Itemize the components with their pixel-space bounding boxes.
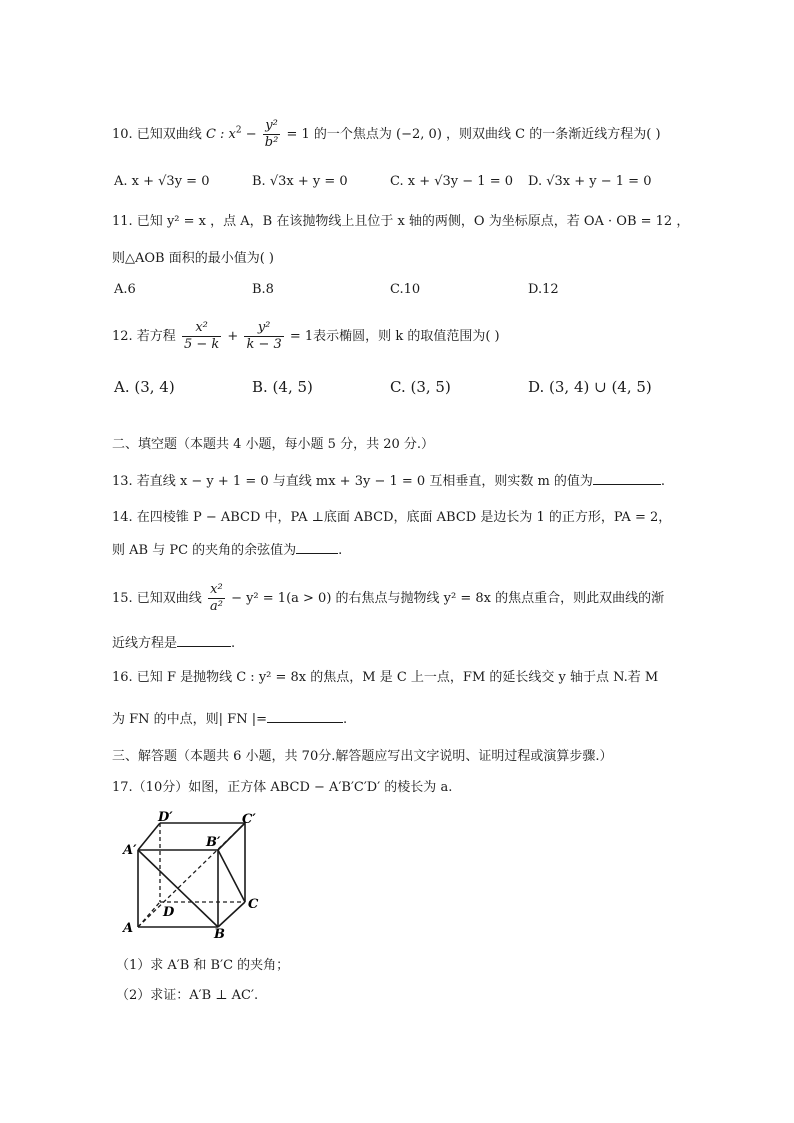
q10-stem: 10. 已知双曲线 C : $x^2$ − $\frac{\text{y²}}{\text{b²}}$ = 1 的一个焦点为 (−2, 0) ，则双曲线 C 的一条渐近线方程为( )	[112, 118, 661, 150]
label-D: D	[163, 905, 175, 920]
label-Bp: B′	[206, 835, 221, 850]
q12-num2: y²	[244, 320, 283, 337]
q14-answer-blank[interactable]	[296, 541, 338, 554]
q15-num: x²	[208, 582, 225, 599]
q15-line2-text: 近线方程是	[112, 636, 178, 651]
q12-lead: 12. 若方程	[112, 329, 176, 344]
diag-BpC	[218, 850, 245, 902]
q14-end: .	[338, 543, 343, 558]
q13-answer-blank[interactable]	[593, 472, 661, 485]
q15-fraction	[208, 582, 225, 615]
q13-text: 13. 若直线 x − y + 1 = 0 与直线 mx + 3y − 1 = 0 互相垂直，则实数 m 的值为	[112, 474, 593, 489]
q10-option-c: C. x + √3y − 1 = 0	[390, 174, 513, 189]
q10-option-b: B. √3x + y = 0	[252, 174, 348, 189]
q12-den1: 5 − k	[183, 337, 220, 352]
q15-den: a²	[209, 599, 223, 614]
q12-num1: x²	[182, 320, 221, 337]
q14-line1: 14. 在四棱锥 P − ABCD 中，PA ⊥底面 ABCD，底面 ABCD 是边长为 1 的正方形，PA = 2，	[112, 510, 672, 525]
q10-fraction	[263, 118, 281, 151]
edge-ApDp	[138, 823, 160, 850]
label-B: B	[214, 927, 225, 940]
q13-line	[112, 472, 665, 491]
q12-plus: +	[227, 329, 243, 344]
q13-end: .	[660, 474, 666, 489]
q15-line1	[112, 582, 664, 615]
q10-option-a: A. x + √3y = 0	[114, 174, 210, 189]
q14-line2	[112, 541, 342, 560]
q16-line1: 16. 已知 F 是抛物线 C : y² = 8x 的焦点，M 是 C 上一点，FM 的延长线交 y 轴于点 N.若 M	[112, 670, 659, 685]
q15-answer-blank[interactable]	[177, 634, 231, 647]
q17-sub1: （1）求 A′B 和 B′C 的夹角；	[116, 958, 290, 973]
q11-line1: 11. 已知 y² = x ，点 A，B 在该抛物线上且位于 x 轴的两侧，O 为坐标原点，若 OA · OB = 12 ，	[112, 214, 690, 229]
q12-option-d: D. (3, 4) ∪ (4, 5)	[528, 378, 652, 396]
q17-line1: 17.（10分）如图，正方体 ABCD − A′B′C′D′ 的棱长为 a.	[112, 780, 453, 795]
label-Ap: A′	[123, 843, 137, 858]
q12-stem	[112, 320, 500, 353]
q15-lead: 15. 已知双曲线	[112, 591, 202, 606]
q16-line2-text: 为 FN 的中点，则| FN |=	[112, 712, 267, 727]
edge-AD	[138, 902, 160, 927]
q12-option-c: C. (3, 5)	[390, 378, 451, 396]
q15-end: .	[231, 636, 236, 651]
q16-answer-blank[interactable]	[267, 710, 343, 723]
q15-line2	[112, 634, 235, 653]
q12-rest: = 1表示椭圆，则 k 的取值范围为( )	[289, 329, 500, 344]
q11-option-d: D.12	[528, 282, 559, 297]
q12-fraction-2	[244, 320, 283, 353]
q11-line2: 则△AOB 面积的最小值为( )	[112, 251, 275, 266]
diag-ACp	[138, 823, 245, 927]
section-solution-title: 三、解答题（本题共 6 小题，共 70分.解答题应写出文字说明、证明过程或演算步骤.）	[112, 749, 613, 764]
q14-line2-text: 则 AB 与 PC 的夹角的余弦值为	[112, 543, 297, 558]
edge-BC	[218, 902, 245, 927]
q11-option-c: C.10	[390, 282, 421, 297]
q16-line2	[112, 710, 347, 729]
q10-c-part: C : x	[205, 127, 236, 142]
q10-num: y²	[263, 118, 281, 135]
section-fill-in-title: 二、填空题（本题共 4 小题，每小题 5 分，共 20 分.）	[112, 437, 435, 452]
label-Dp: D′	[158, 810, 173, 825]
q12-option-a: A. (3, 4)	[114, 378, 175, 396]
q15-rest: − y² = 1(a > 0) 的右焦点与抛物线 y² = 8x 的焦点重合，则此双曲线的渐	[231, 591, 665, 606]
cube-figure	[120, 810, 280, 940]
q10-lead: 10. 已知双曲线	[112, 127, 202, 142]
q16-end: .	[342, 712, 348, 727]
q17-sub2: （2）求证：A′B ⊥ AC′.	[116, 988, 259, 1003]
q10-rest: 的一个焦点为 (−2, 0) ，则双曲线 C 的一条渐近线方程为( )	[313, 127, 661, 142]
q12-fraction-1	[182, 320, 221, 353]
label-Cp: C′	[242, 812, 256, 827]
q10-minus: −	[245, 127, 261, 142]
q12-den2: k − 3	[246, 337, 282, 352]
q11-option-a: A.6	[114, 282, 136, 297]
q12-option-b: B. (4, 5)	[252, 378, 313, 396]
q10-option-d: D. √3x + y − 1 = 0	[528, 174, 652, 189]
q10-den: b²	[264, 135, 279, 150]
q10-eq: = 1	[286, 127, 310, 142]
label-A: A	[123, 921, 134, 936]
q11-option-b: B.8	[252, 282, 274, 297]
label-C: C	[248, 897, 259, 912]
